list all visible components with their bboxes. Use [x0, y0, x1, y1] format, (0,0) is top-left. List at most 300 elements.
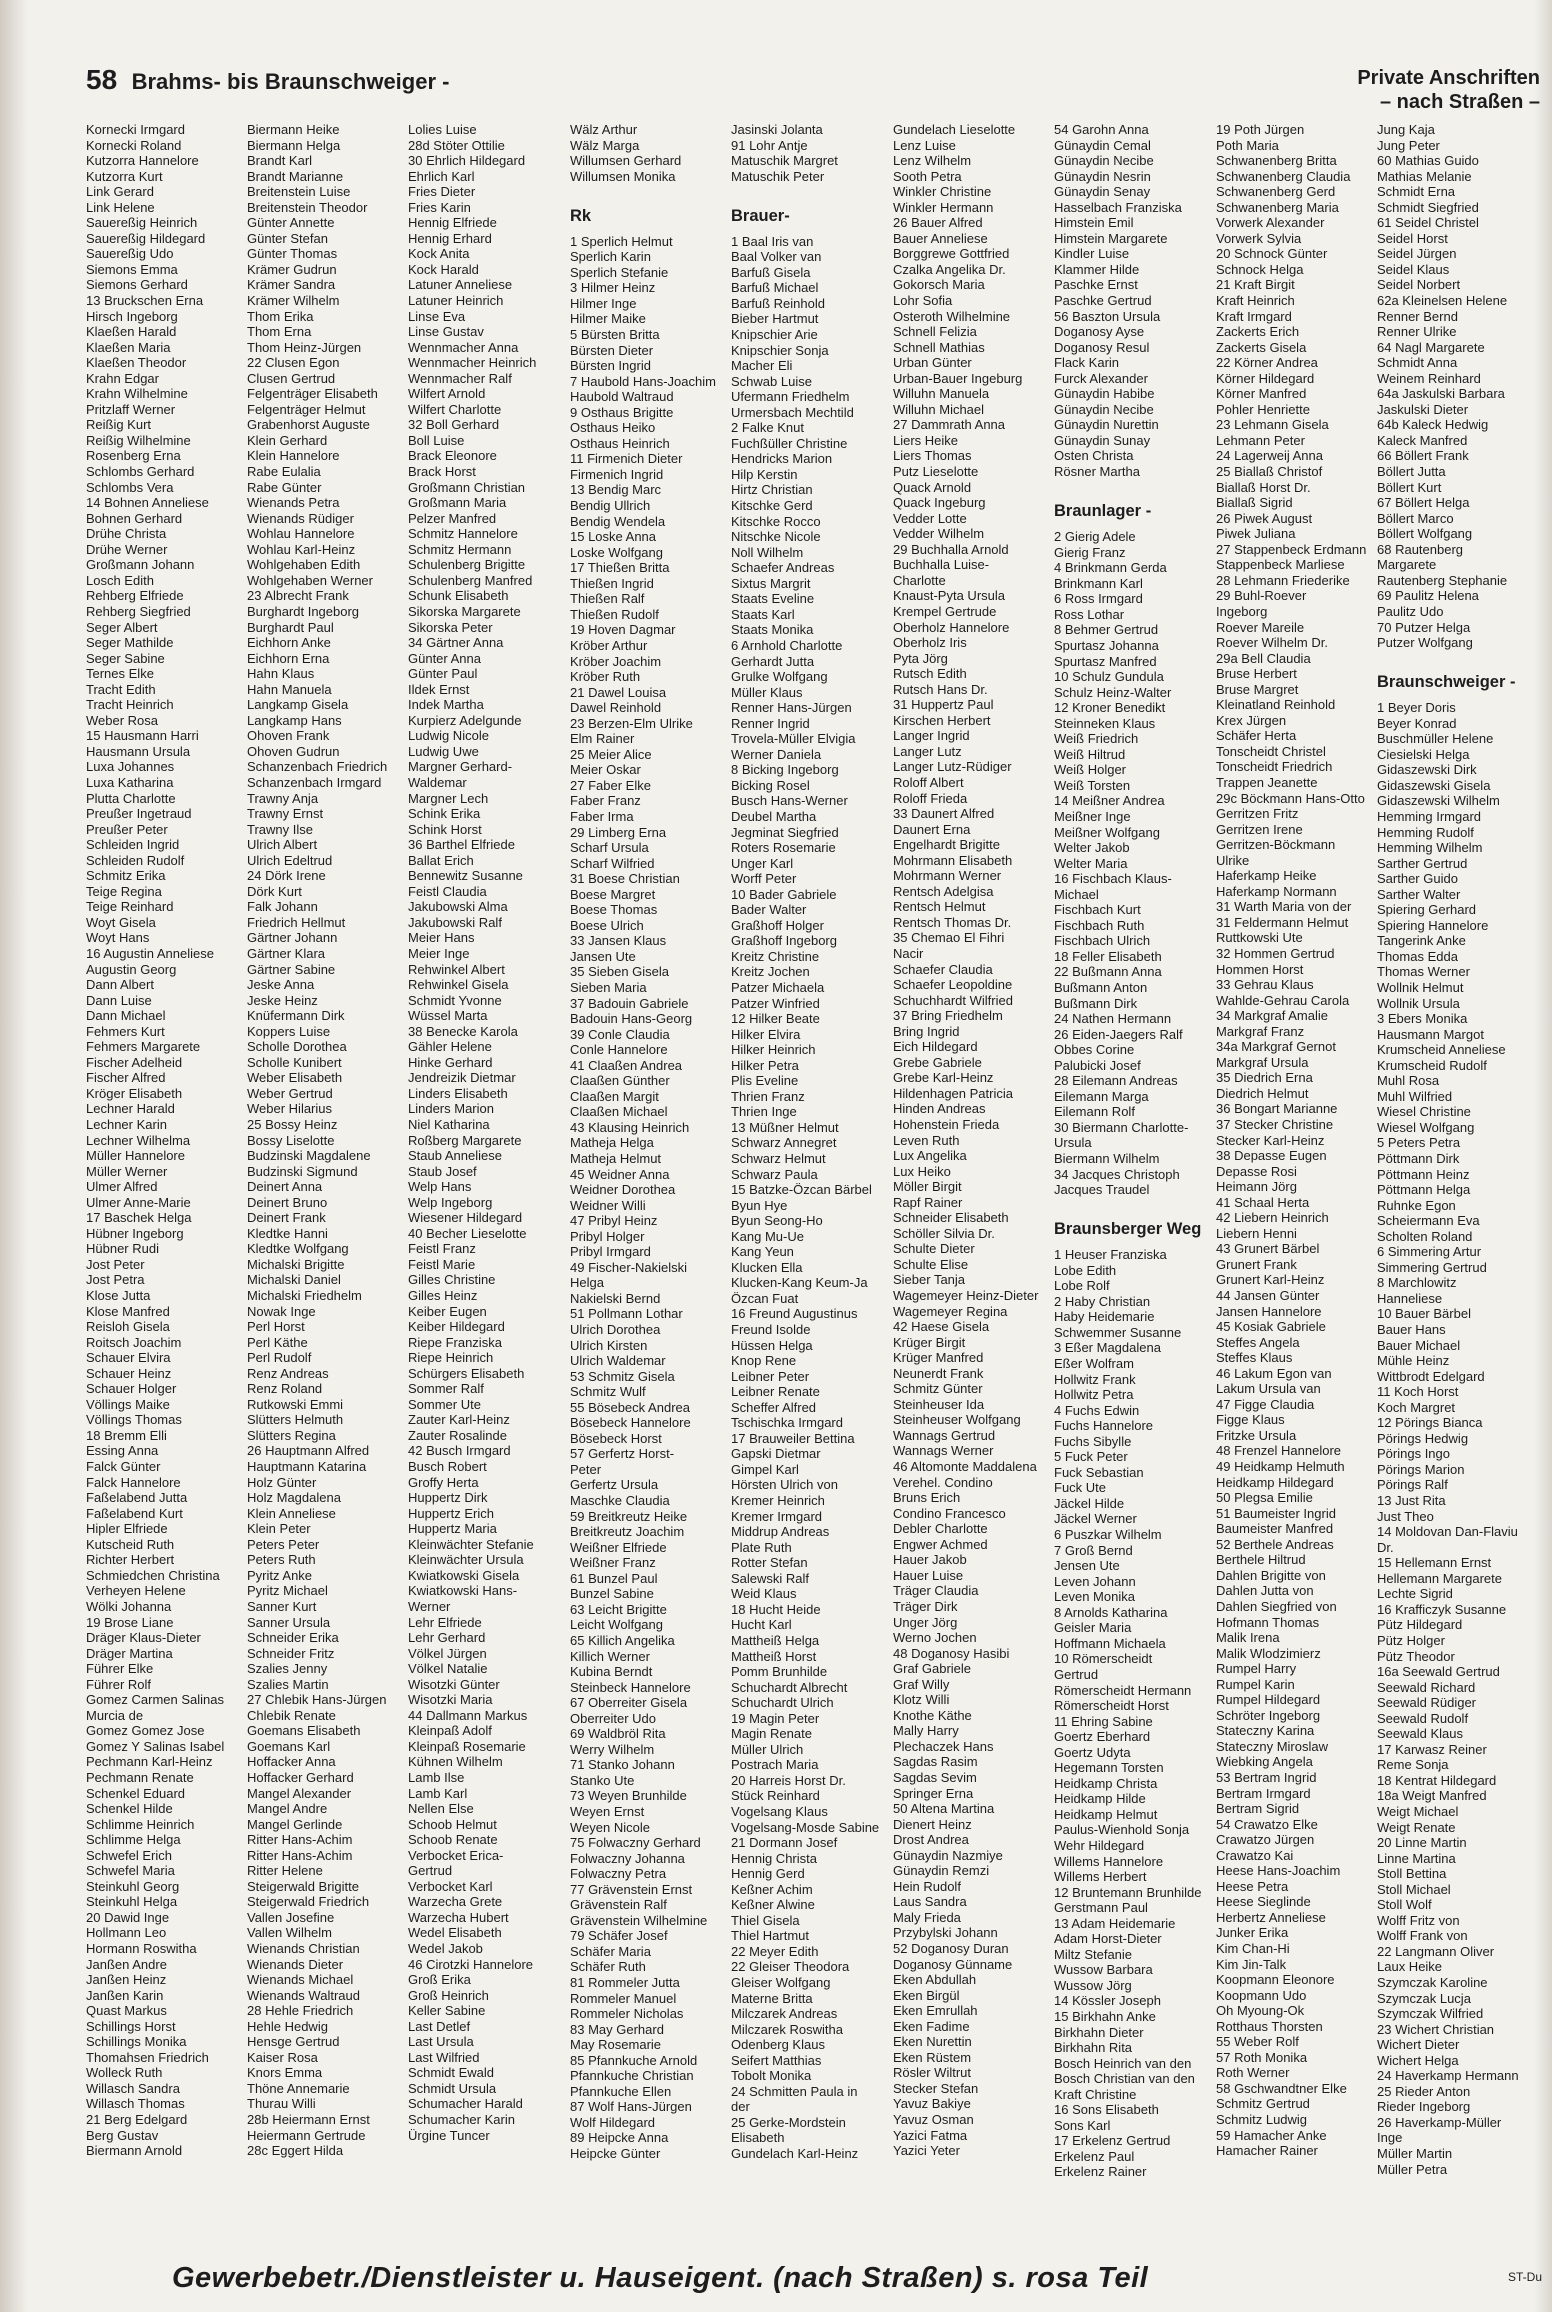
directory-entry: 14 Meißner Andrea [1054, 793, 1165, 809]
directory-entry: 16a Seewald Gertrud [1377, 1664, 1500, 1680]
directory-entry: 18a Weigt Manfred [1377, 1788, 1487, 1804]
directory-entry: Winkler Christine [893, 184, 992, 200]
directory-entry: Krumscheid Anneliese [1377, 1042, 1506, 1058]
directory-entry: Müller Werner [86, 1163, 168, 1179]
directory-entry: Hegemann Torsten [1054, 1760, 1164, 1776]
directory-entry: Odenberg Klaus [731, 2037, 825, 2053]
directory-entry: Steinkuhl Georg [86, 1878, 180, 1894]
directory-entry: 42 Busch Irmgard [408, 1443, 511, 1459]
directory-entry: Trawny Ilse [247, 821, 313, 837]
directory-entry: Ritter Helene [247, 1863, 323, 1879]
directory-entry: Faßelabend Jutta [86, 1490, 188, 1506]
directory-entry: Tracht Heinrich [86, 697, 174, 713]
directory-entry: Schoob Helmut [408, 1816, 497, 1832]
directory-entry: Salewski Ralf [731, 1570, 810, 1586]
directory-entry: Gomez Y Salinas Isabel [86, 1738, 225, 1754]
directory-entry: Boese Margret [570, 886, 656, 902]
directory-entry: Rentsch Thomas Dr. [893, 914, 1012, 930]
directory-entry: Janßen Heinz [86, 1972, 167, 1988]
directory-entry: Seger Sabine [86, 650, 165, 666]
directory-entry: Doganosy Günname [893, 1956, 1013, 1972]
directory-entry: Rabe Eulalia [247, 464, 321, 480]
directory-entry [1054, 1198, 1224, 1214]
directory-entry: 62a Kleinelsen Helene [1377, 293, 1508, 309]
directory-entry: Ross Lothar [1054, 606, 1125, 622]
directory-entry: Byun Seong-Ho [731, 1213, 823, 1229]
directory-entry: Flack Karin [1054, 355, 1120, 371]
directory-entry: 21 Berg Edelgard [86, 2112, 188, 2127]
directory-entry: Eken Birgül [893, 1987, 960, 2003]
directory-entry [731, 184, 901, 200]
directory-entry: Willems Herbert [1054, 1869, 1147, 1885]
directory-entry: Ulrich Albert [247, 837, 318, 853]
directory-entry: 54 Crawatzo Elke [1216, 1816, 1318, 1832]
directory-entry: Barfuß Reinhold [731, 295, 825, 311]
directory-entry: 34a Markgraf Gernot [1216, 1039, 1336, 1055]
directory-column [731, 122, 901, 2162]
directory-entry: Maly Frieda [893, 1909, 961, 1925]
directory-entry: Siemons Emma [86, 261, 178, 277]
directory-entry: 19 Brose Liane [86, 1614, 174, 1630]
directory-entry: Crawatzo Kai [1216, 1847, 1294, 1863]
directory-entry: Rumpel Hildegard [1216, 1692, 1321, 1708]
directory-entry: Schröter Ingeborg [1216, 1707, 1321, 1723]
directory-entry: Haferkamp Normann [1216, 883, 1337, 899]
directory-entry: Just Theo [1377, 1508, 1434, 1524]
directory-entry: Budzinski Sigmund [247, 1163, 358, 1179]
directory-entry: Rehberg Siegfried [86, 603, 191, 619]
directory-entry: Bruse Herbert [1216, 666, 1297, 682]
directory-entry: Seewald Richard [1377, 1679, 1476, 1695]
directory-entry: Engwer Achmed [893, 1536, 988, 1552]
directory-entry: Hamacher Rainer [1216, 2143, 1318, 2159]
directory-entry: Bendig Ullrich [570, 498, 651, 514]
directory-entry: Deinert Bruno [247, 1194, 328, 1210]
directory-entry: 45 Kosiak Gabriele [1216, 1319, 1326, 1335]
directory-entry: Yazici Yeter [893, 2143, 960, 2159]
directory-entry: Heese Hans-Joachim [1216, 1863, 1341, 1879]
directory-entry: Sooth Petra [893, 168, 962, 184]
directory-entry: Barfuß Gisela [731, 264, 811, 280]
directory-entry: 13 Just Rita [1377, 1493, 1446, 1509]
directory-entry: Paulitz Udo [1377, 603, 1444, 619]
directory-entry: Biermann Arnold [86, 2143, 183, 2159]
directory-entry: Knop Rene [731, 1353, 797, 1369]
directory-entry: Drühe Werner [86, 541, 168, 557]
directory-entry: Langer Lutz [893, 743, 962, 759]
directory-entry: Sperlich Karin [570, 249, 651, 265]
directory-entry: Kim Chan-Hi [1216, 1940, 1290, 1956]
directory-entry: Haferkamp Heike [1216, 868, 1317, 884]
directory-entry: 15 Hausmann Harri [86, 728, 199, 744]
directory-entry: Eken Abdullah [893, 1972, 977, 1988]
directory-entry: 14 Moldovan Dan-Flaviu [1377, 1524, 1518, 1540]
directory-entry: Gertrud [1054, 1666, 1099, 1682]
directory-entry: Schmitz Erika [86, 868, 166, 884]
directory-entry: 22 Meyer Edith [731, 1943, 819, 1959]
directory-entry: Sauereßig Heinrich [86, 215, 198, 231]
directory-entry: 29c Böckmann Hans-Otto [1216, 790, 1365, 806]
directory-entry: 7 Groß Bernd [1054, 1542, 1133, 1558]
directory-entry: Knaust-Pyta Ursula [893, 588, 1005, 604]
directory-entry: Jegminat Siegfried [731, 824, 839, 840]
directory-entry: Bußmann Dirk [1054, 995, 1138, 1011]
directory-entry: Hemming Irmgard [1377, 808, 1482, 824]
directory-entry: Völlings Thomas [86, 1412, 182, 1428]
directory-entry: Trawny Anja [247, 790, 319, 806]
directory-entry: Drost Andrea [893, 1832, 969, 1848]
directory-entry: Figge Klaus [1216, 1412, 1285, 1428]
directory-entry: 43 Klausing Heinrich [570, 1119, 690, 1135]
directory-entry: 8 Arnolds Katharina [1054, 1604, 1168, 1620]
directory-entry: Zauter Rosalinde [408, 1427, 507, 1443]
directory-entry: Hoffmann Michaela [1054, 1635, 1166, 1651]
directory-entry: 53 Schmitz Gisela [570, 1368, 675, 1384]
directory-entry: Grävenstein Ralf [570, 1897, 667, 1913]
directory-entry: Meier Inge [408, 945, 470, 961]
directory-entry: Kwiatkowski Hans- [408, 1583, 518, 1599]
directory-entry: Kledtke Hanni [247, 1225, 328, 1241]
directory-entry: Jasinski Jolanta [731, 122, 823, 137]
directory-entry: Rehberg Elfriede [86, 588, 184, 604]
directory-entry: Jakubowski Alma [408, 899, 508, 915]
directory-entry: Rotthaus Thorsten [1216, 2018, 1323, 2034]
directory-entry: Langer Ingrid [893, 728, 970, 744]
directory-entry: 79 Schäfer Josef [570, 1928, 668, 1944]
directory-entry: Jäckel Werner [1054, 1511, 1137, 1527]
directory-column [86, 122, 256, 2159]
directory-entry: Deinert Frank [247, 1210, 326, 1226]
directory-entry: Heidkamp Christa [1054, 1775, 1158, 1791]
directory-entry: Obbes Corine [1054, 1042, 1135, 1058]
directory-entry: Grebe Karl-Heinz [893, 1070, 994, 1086]
directory-entry: Michalski Daniel [247, 1272, 341, 1288]
directory-entry: Thomas Edda [1377, 948, 1458, 964]
directory-entry: Markgraf Franz [1216, 1023, 1305, 1039]
directory-entry: Hoffacker Anna [247, 1754, 336, 1770]
directory-entry: Unger Jörg [893, 1614, 958, 1630]
directory-entry: 30 Ehrlich Hildegard [408, 153, 526, 169]
directory-entry: 6 Ross Irmgard [1054, 591, 1143, 607]
directory-entry: Quack Ingeburg [893, 495, 986, 511]
directory-entry: Conle Hannelore [570, 1042, 668, 1058]
directory-entry: Knothe Käthe [893, 1707, 972, 1723]
directory-entry: Sauereßig Hildegard [86, 230, 206, 246]
directory-entry: Matheja Helga [570, 1135, 654, 1151]
directory-entry: 67 Böllert Helga [1377, 495, 1470, 511]
directory-entry: Osteroth Wilhelmine [893, 308, 1011, 324]
directory-entry: 51 Pollmann Lothar [570, 1306, 683, 1322]
directory-entry: 14 Bohnen Anneliese [86, 495, 209, 511]
directory-entry: Huppertz Maria [408, 1521, 497, 1537]
directory-entry: Weber Gertrud [247, 1085, 333, 1101]
directory-entry: Kornecki Roland [86, 137, 182, 153]
directory-entry: Bürsten Ingrid [570, 358, 651, 374]
directory-entry: Breitenstein Luise [247, 184, 351, 200]
directory-entry: Boese Ulrich [570, 917, 644, 933]
directory-entry: Gerhardt Jutta [731, 653, 815, 669]
directory-entry: 16 Augustin Anneliese [86, 945, 214, 961]
directory-entry: Graßhoff Holger [731, 917, 824, 933]
directory-entry: Weyen Ernst [570, 1803, 645, 1819]
directory-entry: Beyer Konrad [1377, 715, 1457, 731]
directory-entry: Böllert Wolfgang [1377, 526, 1473, 542]
directory-entry: Weber Rosa [86, 712, 159, 728]
directory-entry: Liers Heike [893, 432, 959, 448]
directory-entry: 22 Clusen Egon [247, 355, 340, 371]
directory-entry: 69 Paulitz Helena [1377, 588, 1479, 604]
directory-entry: Heidkamp Hilde [1054, 1791, 1146, 1807]
directory-entry: Heipcke Günter [570, 2146, 661, 2161]
directory-entry: Rommeler Manuel [570, 1990, 677, 2006]
directory-entry: Vedder Wilhelm [893, 526, 985, 542]
directory-entry: Szalies Jenny [247, 1661, 328, 1677]
directory-entry: Vallen Josefine [247, 1909, 335, 1925]
directory-entry: Schlombs Gerhard [86, 464, 195, 480]
directory-entry: 44 Dallmann Markus [408, 1707, 528, 1723]
directory-entry: Sarther Gertrud [1377, 855, 1468, 871]
directory-entry: 46 Lakum Egon van [1216, 1365, 1332, 1381]
directory-entry: Liers Thomas [893, 448, 972, 464]
directory-entry: Vorwerk Alexander [1216, 215, 1325, 231]
directory-entry: Schauer Holger [86, 1381, 177, 1397]
directory-entry: 29a Bell Claudia [1216, 650, 1311, 666]
directory-entry: Lolies Luise [408, 122, 477, 137]
directory-entry: Gertrud [408, 1863, 453, 1879]
directory-entry: 20 Dawid Inge [86, 1909, 170, 1925]
directory-entry: Eichhorn Erna [247, 650, 330, 666]
directory-entry: 5 Bürsten Britta [570, 327, 660, 343]
directory-entry: Thießen Rudolf [570, 606, 659, 622]
directory-entry: Huppertz Dirk [408, 1490, 488, 1506]
directory-entry: Bösebeck Hannelore [570, 1415, 691, 1431]
directory-entry: 1 Beyer Doris [1377, 700, 1456, 716]
directory-entry: Perl Käthe [247, 1334, 308, 1350]
directory-entry: Steinbeck Hannelore [570, 1679, 691, 1695]
directory-entry: Matuschik Margret [731, 153, 838, 169]
directory-entry: Schmitz Günter [893, 1381, 983, 1397]
directory-entry: Weigt Renate [1377, 1819, 1456, 1835]
directory-entry: Czalka Angelika Dr. [893, 261, 1006, 277]
directory-entry: 35 Diedrich Erna [1216, 1070, 1313, 1086]
directory-entry: 32 Boll Gerhard [408, 417, 500, 433]
directory-entry: 24 Nathen Hermann [1054, 1011, 1172, 1027]
directory-entry: Nowak Inge [247, 1303, 316, 1319]
directory-entry: Weber Elisabeth [247, 1070, 343, 1086]
directory-entry: Knipschier Sonja [731, 342, 829, 358]
directory-entry: Schäfer Maria [570, 1943, 651, 1959]
directory-entry: Gärtner Klara [247, 945, 326, 961]
directory-entry: Sikorska Margarete [408, 603, 521, 619]
directory-entry: Krumscheid Rudolf [1377, 1057, 1487, 1073]
directory-entry: 35 Sieben Gisela [570, 964, 670, 980]
directory-entry: Fries Karin [408, 199, 471, 215]
directory-entry: Weißner Franz [570, 1555, 656, 1571]
directory-entry: Trawny Ernst [247, 806, 324, 822]
directory-entry: Falk Johann [247, 899, 318, 915]
directory-entry: Urmersbach Mechtild [731, 404, 854, 420]
directory-entry: Bertram Sigrid [1216, 1801, 1300, 1817]
directory-entry: Werner Daniela [731, 746, 822, 762]
directory-entry: Roloff Albert [893, 774, 964, 790]
directory-entry: Hilmer Inge [570, 295, 637, 311]
directory-entry: Steinheuser Ida [893, 1396, 985, 1412]
directory-entry: 16 Krafficzyk Susanne [1377, 1601, 1507, 1617]
directory-entry: Kröber Ruth [570, 669, 641, 685]
directory-entry: Fuchs Sibylle [1054, 1433, 1132, 1449]
directory-entry: Stück Reinhard [731, 1788, 820, 1804]
directory-entry: Schwefel Erich [86, 1847, 172, 1863]
directory-entry: Gierig Franz [1054, 544, 1126, 560]
directory-entry: Koch Margret [1377, 1399, 1456, 1415]
directory-entry: Palubicki Josef [1054, 1057, 1141, 1073]
directory-entry: Ciesielski Helga [1377, 746, 1470, 762]
directory-entry: Hirtz Christian [731, 482, 813, 498]
directory-entry: 71 Stanko Johann [570, 1757, 675, 1773]
directory-entry: Ulrich Edeltrud [247, 852, 333, 868]
directory-entry: Himstein Emil [1054, 215, 1134, 231]
directory-entry: Bürsten Dieter [570, 342, 654, 358]
directory-entry: Ruttkowski Ute [1216, 930, 1303, 946]
directory-entry: Wilfert Arnold [408, 386, 486, 402]
directory-entry: Firmenich Ingrid [570, 466, 664, 482]
directory-entry: Rapf Rainer [893, 1194, 963, 1210]
directory-entry: Renz Andreas [247, 1365, 329, 1381]
directory-entry: Kindler Luise [1054, 246, 1130, 262]
directory-entry: 54 Garohn Anna [1054, 122, 1149, 137]
directory-entry: 28c Eggert Hilda [247, 2143, 344, 2159]
directory-entry: Müller Petra [1377, 2161, 1448, 2177]
directory-entry: Nitschke Nicole [731, 529, 821, 545]
directory-entry: Günaydin Nazmiye [893, 1847, 1003, 1863]
directory-entry: Gimpel Karl [731, 1461, 799, 1477]
directory-entry: Holz Günter [247, 1474, 317, 1490]
directory-entry: Ritter Hans-Achim [247, 1847, 353, 1863]
directory-entry: Kraft Heinrich [1216, 293, 1295, 309]
directory-entry: Winkler Hermann [893, 199, 994, 215]
directory-entry: Sperlich Stefanie [570, 264, 669, 280]
directory-entry: Schöller Silvia Dr. [893, 1225, 995, 1241]
directory-entry: Boll Luise [408, 432, 465, 448]
directory-entry: Laus Sandra [893, 1894, 967, 1910]
street-heading: Brauer- [731, 206, 790, 225]
directory-entry: Schmidt Anna [1377, 355, 1458, 371]
directory-entry: Schaefer Leopoldine [893, 977, 1013, 993]
directory-entry: Staats Monika [731, 622, 814, 638]
directory-entry: 35 Chemao El Fihri [893, 930, 1005, 946]
directory-entry: Pyritz Anke [247, 1567, 313, 1583]
directory-entry: 69 Waldbröl Rita [570, 1726, 666, 1742]
directory-entry: Renner Bernd [1377, 308, 1458, 324]
directory-entry: Eichhorn Anke [247, 635, 331, 651]
directory-entry: 15 Batzke-Özcan Bärbel [731, 1182, 872, 1198]
directory-entry: Wienands Waltraud [247, 1987, 360, 2003]
directory-entry: Diedrich Helmut [1216, 1085, 1309, 1101]
directory-entry: Kraft Christine [1054, 2086, 1137, 2102]
directory-entry: Heimann Jörg [1216, 1179, 1297, 1195]
directory-entry: Kleinpaß Adolf [408, 1723, 492, 1739]
directory-entry: 70 Putzer Helga [1377, 619, 1471, 635]
directory-entry: Groß Heinrich [408, 1987, 489, 2003]
directory-entry: 23 Lehmann Gisela [1216, 417, 1329, 433]
directory-entry: Scheiermann Eva [1377, 1213, 1480, 1229]
directory-entry: Weiß Friedrich [1054, 731, 1139, 747]
directory-entry: Linne Martina [1377, 1850, 1456, 1866]
page-number: 58 [86, 64, 118, 95]
directory-entry: Breitkreutz Joachim [570, 1524, 685, 1540]
directory-column [893, 122, 1063, 2159]
directory-entry: Mattheiß Horst [731, 1648, 817, 1664]
directory-entry: 87 Wolf Hans-Jürgen [570, 2099, 692, 2115]
directory-entry: Killich Werner [570, 1648, 650, 1664]
directory-entry: Hein Rudolf [893, 1878, 961, 1894]
directory-entry: Fehmers Kurt [86, 1023, 165, 1039]
directory-entry: Graf Gabriele [893, 1661, 972, 1677]
directory-entry: 52 Berthele Andreas [1216, 1536, 1334, 1552]
directory-entry: Drühe Christa [86, 526, 167, 542]
directory-entry: Lechner Harald [86, 1101, 175, 1117]
directory-entry: Rotter Stefan [731, 1555, 808, 1571]
directory-entry: Welter Jakob [1054, 840, 1130, 856]
directory-entry: 13 Bruckschen Erna [86, 293, 204, 309]
directory-entry: Pribyl Irmgard [570, 1244, 651, 1260]
directory-entry: Goemans Karl [247, 1738, 331, 1754]
directory-entry: 61 Seidel Christel [1377, 215, 1479, 231]
directory-entry: Wollnik Ursula [1377, 995, 1460, 1011]
directory-entry: 1 Baal Iris van [731, 233, 814, 249]
directory-entry: 15 Loske Anna [570, 529, 657, 545]
directory-entry: Ulmer Anne-Marie [86, 1194, 191, 1210]
directory-entry: Roßberg Margarete [408, 1132, 522, 1148]
directory-entry: Großmann Christian [408, 479, 526, 495]
directory-entry: 37 Badouin Gabriele [570, 995, 689, 1011]
directory-entry: Woyt Gisela [86, 914, 156, 930]
directory-entry: Matuschik Peter [731, 168, 825, 184]
directory-entry: Kitschke Rocco [731, 513, 821, 529]
directory-entry: Roitsch Joachim [86, 1334, 182, 1350]
directory-entry: Hausmann Margot [1377, 1026, 1484, 1042]
directory-entry: 26 Bauer Alfred [893, 215, 983, 231]
directory-entry: Link Gerard [86, 184, 154, 200]
directory-entry: Bicking Rosel [731, 777, 810, 793]
directory-entry: Schoob Renate [408, 1832, 498, 1848]
directory-entry: Schumacher Karin [408, 2112, 515, 2127]
directory-entry: Günter Stefan [247, 230, 328, 246]
directory-entry: Steinneken Klaus [1054, 715, 1156, 731]
directory-entry: Eken Rüstem [893, 2049, 972, 2065]
directory-entry: Wohlau Karl-Heinz [247, 541, 356, 557]
directory-entry: 12 Kroner Benedikt [1054, 700, 1166, 716]
directory-entry: Römerscheidt Horst [1054, 1698, 1169, 1714]
directory-entry: Schenkel Hilde [86, 1801, 173, 1817]
directory-entry: Seidel Jürgen [1377, 246, 1457, 262]
directory-entry: Buschmüller Helene [1377, 731, 1494, 747]
directory-entry: Pütz Theodor [1377, 1648, 1455, 1664]
directory-entry: Keiber Hildegard [408, 1319, 505, 1335]
directory-entry: Brandt Marianne [247, 168, 344, 184]
directory-entry: Scharf Wilfried [570, 855, 655, 871]
directory-entry: Langkamp Gisela [247, 697, 349, 713]
directory-entry: Kühnen Wilhelm [408, 1754, 503, 1770]
directory-entry: Bosch Christian van den [1054, 2071, 1195, 2087]
directory-entry: Hennig Erhard [408, 230, 492, 246]
directory-entry: Hormann Roswitha [86, 1940, 197, 1956]
directory-entry: Wohlgehaben Werner [247, 572, 373, 588]
directory-entry: 27 Dammrath Anna [893, 417, 1006, 433]
directory-entry: Wennmacher Ralf [408, 370, 512, 386]
directory-entry: Kutscheid Ruth [86, 1536, 175, 1552]
directory-entry: Krüger Birgit [893, 1334, 966, 1350]
